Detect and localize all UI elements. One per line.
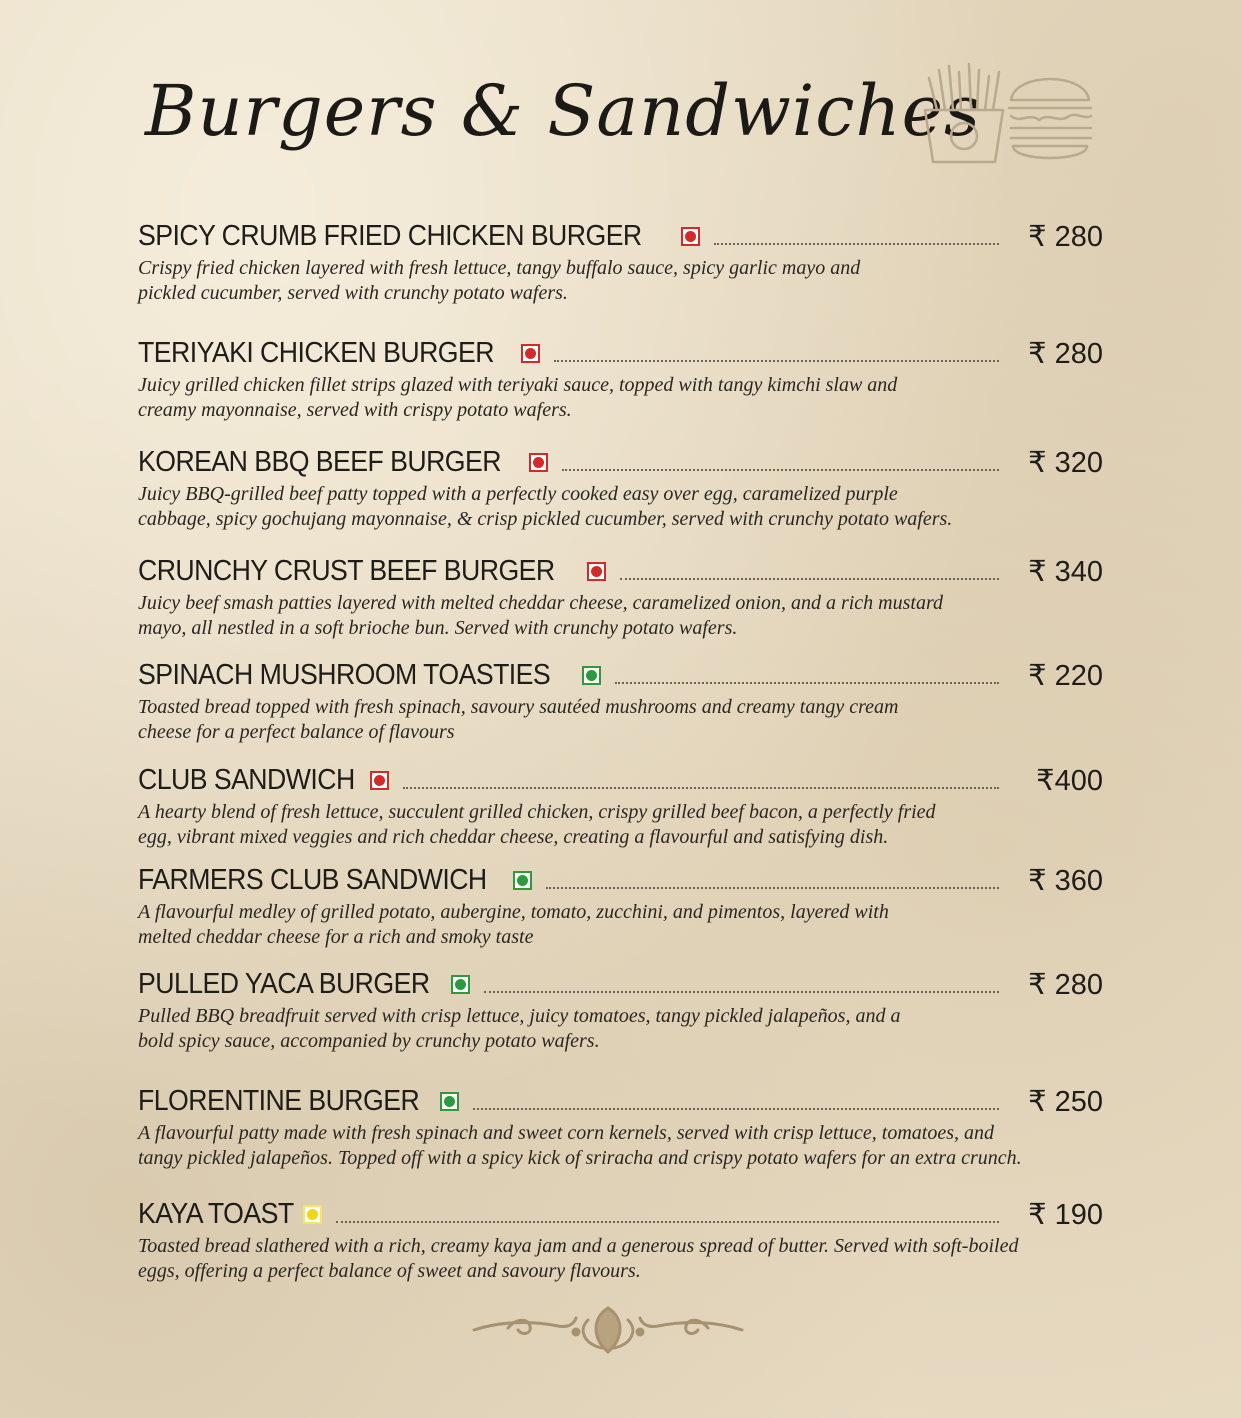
veg-icon [451, 975, 470, 994]
item-description: A flavourful patty made with fresh spinach and sweet corn kernels, served with crisp lettuce, tomatoes, and tangy pickled jalapeños. Topped off with a spicy kick of sriracha and crispy potato wafers for an extra crunch. [138, 1122, 1022, 1169]
non-veg-icon [521, 344, 540, 363]
item-description: Juicy beef smash patties layered with melted cheddar cheese, caramelized onion, and a rich mustard mayo, all nestled in a soft brioche bun. Served with crunchy potato wafers. [138, 592, 944, 639]
menu-item [138, 964, 1103, 1054]
item-name: SPICY CRUMB FRIED CHICKEN BURGER [138, 219, 642, 252]
menu-item [138, 655, 1103, 745]
menu-item [138, 333, 1103, 423]
item-name: KOREAN BBQ BEEF BURGER [138, 445, 501, 478]
non-veg-icon [370, 771, 389, 790]
egg-icon [303, 1205, 322, 1224]
dot-leader [484, 989, 999, 993]
item-price: ₹ 360 [1028, 864, 1103, 897]
menu-item [138, 1081, 1103, 1171]
item-price: ₹400 [1036, 764, 1103, 797]
item-description: Crispy fried chicken layered with fresh lettuce, tangy buffalo sauce, spicy garlic mayo and pickled cucumber, served with crunchy potato wafers. [138, 257, 861, 304]
veg-icon [582, 666, 601, 685]
menu-item [138, 860, 1103, 950]
item-price: ₹ 250 [1028, 1085, 1103, 1118]
item-name: CRUNCHY CRUST BEEF BURGER [138, 554, 555, 587]
menu-item [138, 551, 1103, 641]
item-name: CLUB SANDWICH [138, 763, 355, 796]
item-price: ₹ 340 [1028, 555, 1103, 588]
menu-item [138, 216, 1103, 306]
dot-leader [336, 1219, 999, 1223]
veg-icon [440, 1092, 459, 1111]
item-description: Toasted bread topped with fresh spinach, savoury sautéed mushrooms and creamy tangy cream cheese for a perfect balance of flavours [138, 696, 899, 743]
item-price: ₹ 280 [1028, 968, 1103, 1001]
dot-leader [403, 785, 1000, 789]
item-price: ₹ 220 [1028, 659, 1103, 692]
item-description: A flavourful medley of grilled potato, aubergine, tomato, zucchini, and pimentos, layered with melted cheddar cheese for a rich and smoky taste [138, 901, 889, 948]
item-name: KAYA TOAST [138, 1197, 294, 1230]
dot-leader [546, 885, 999, 889]
item-description: Toasted bread slathered with a rich, creamy kaya jam and a generous spread of butter. Served with soft-boiled eggs, offering a perfect balance of sweet and savoury flavours. [138, 1235, 1019, 1282]
item-name: PULLED YACA BURGER [138, 967, 430, 1000]
item-description: Pulled BBQ breadfruit served with crisp lettuce, juicy tomatoes, tangy pickled jalapeños, and a bold spicy sauce, accompanied by crunchy potato wafers. [138, 1005, 901, 1052]
dot-leader [562, 467, 1000, 471]
item-price: ₹ 280 [1028, 337, 1103, 370]
burger-and-fries-icon [915, 58, 1095, 168]
item-name: FARMERS CLUB SANDWICH [138, 863, 487, 896]
dot-leader [620, 576, 999, 580]
dot-leader [554, 358, 999, 362]
item-name: FLORENTINE BURGER [138, 1084, 420, 1117]
flourish-ornament-icon [468, 1300, 748, 1360]
item-price: ₹ 190 [1028, 1198, 1103, 1231]
dot-leader [714, 241, 999, 245]
item-description: Juicy BBQ-grilled beef patty topped with a perfectly cooked easy over egg, caramelized purple cabbage, spicy gochujang mayonnaise, & crisp pickled cucumber, served with crunchy potato wafers. [138, 483, 953, 530]
menu-item [138, 442, 1103, 532]
veg-icon [513, 871, 532, 890]
non-veg-icon [587, 562, 606, 581]
item-description: A hearty blend of fresh lettuce, succulent grilled chicken, crispy grilled beef bacon, a perfectly fried egg, vibrant mixed veggies and rich cheddar cheese, creating a flavourful and satisfying dish. [138, 801, 936, 848]
menu-item [138, 1194, 1103, 1284]
item-description: Juicy grilled chicken fillet strips glazed with teriyaki sauce, topped with tangy kimchi slaw and creamy mayonnaise, served with crispy potato wafers. [138, 374, 898, 421]
non-veg-icon [529, 453, 548, 472]
dot-leader [615, 680, 999, 684]
menu-item [138, 760, 1103, 850]
item-price: ₹ 320 [1028, 446, 1103, 479]
page-title: Burgers & Sandwiches [145, 70, 981, 152]
item-name: TERIYAKI CHICKEN BURGER [138, 336, 494, 369]
non-veg-icon [681, 227, 700, 246]
item-name: SPINACH MUSHROOM TOASTIES [138, 658, 551, 691]
dot-leader [473, 1106, 999, 1110]
item-price: ₹ 280 [1028, 220, 1103, 253]
